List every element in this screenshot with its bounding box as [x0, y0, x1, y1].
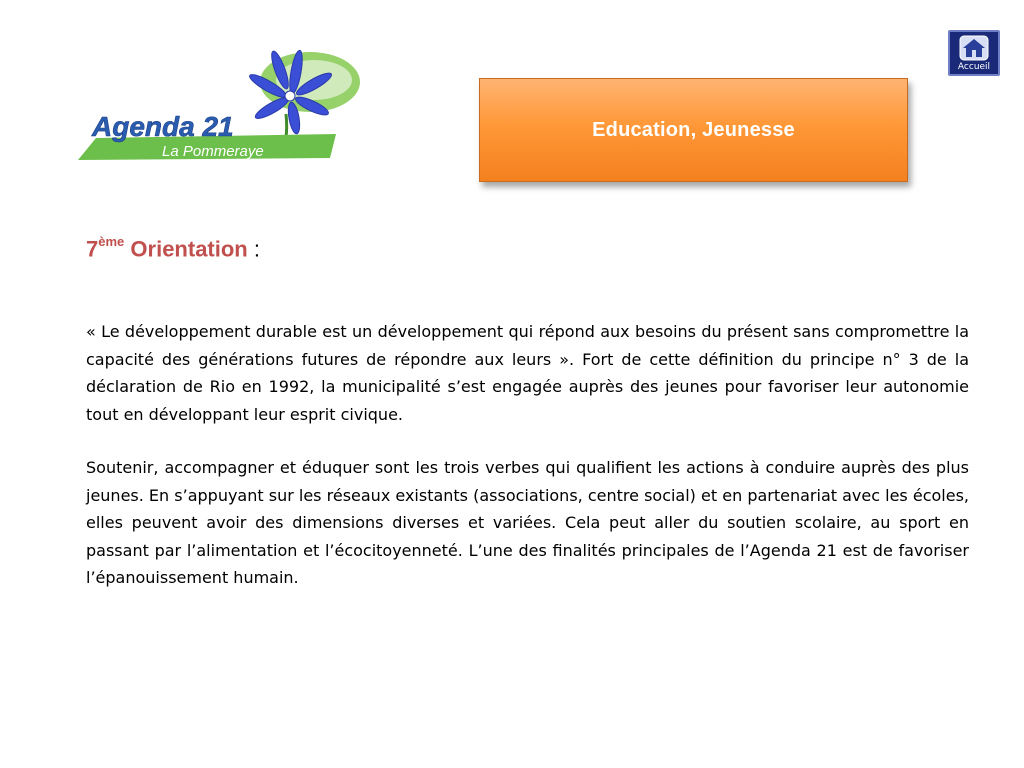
- paragraph-actions: Soutenir, accompagner et éduquer sont les trois verbes qui qualifient les actions à conduire auprès des plus jeunes. En s’appuyant sur les réseaux existants (associations, centre social) et en partenariat avec les écoles, elles peuvent avoir des dimensions diverses et variées. Cela peut aller du soutien scolaire, au sport en passant par l’alimentation et l’écocitoyenneté. L’une des finalités principales de l’Agenda 21 est de favoriser l’épanouissement humain.: [86, 458, 969, 587]
- section-banner: [479, 78, 908, 182]
- heading-colon: :: [253, 236, 260, 262]
- svg-text:Agenda 21: Agenda 21: [92, 111, 234, 142]
- agenda21-logo: [74, 42, 370, 168]
- home-icon: [959, 35, 989, 61]
- orientation-heading: [86, 236, 260, 262]
- home-button[interactable]: [948, 30, 1000, 76]
- home-label: Accueil: [957, 62, 991, 72]
- paragraph-definition: « Le développement durable est un développement qui répond aux besoins du présent sans compromettre la capacité des générations futures de répondre aux leurs ». Fort de cette définition du principe n° 3 de la déclaration de Rio en 1992, la municipalité s’est engagée auprès des jeunes pour favoriser leur autonomie tout en développant leur esprit civique.: [86, 322, 969, 424]
- heading-number: 7: [86, 236, 99, 262]
- body-text: [86, 318, 969, 618]
- heading-word: Orientation: [130, 236, 248, 262]
- section-title: Education, Jeunesse: [592, 118, 795, 141]
- svg-text:La Pommeraye: La Pommeraye: [162, 143, 264, 160]
- heading-superscript: ème: [98, 234, 125, 249]
